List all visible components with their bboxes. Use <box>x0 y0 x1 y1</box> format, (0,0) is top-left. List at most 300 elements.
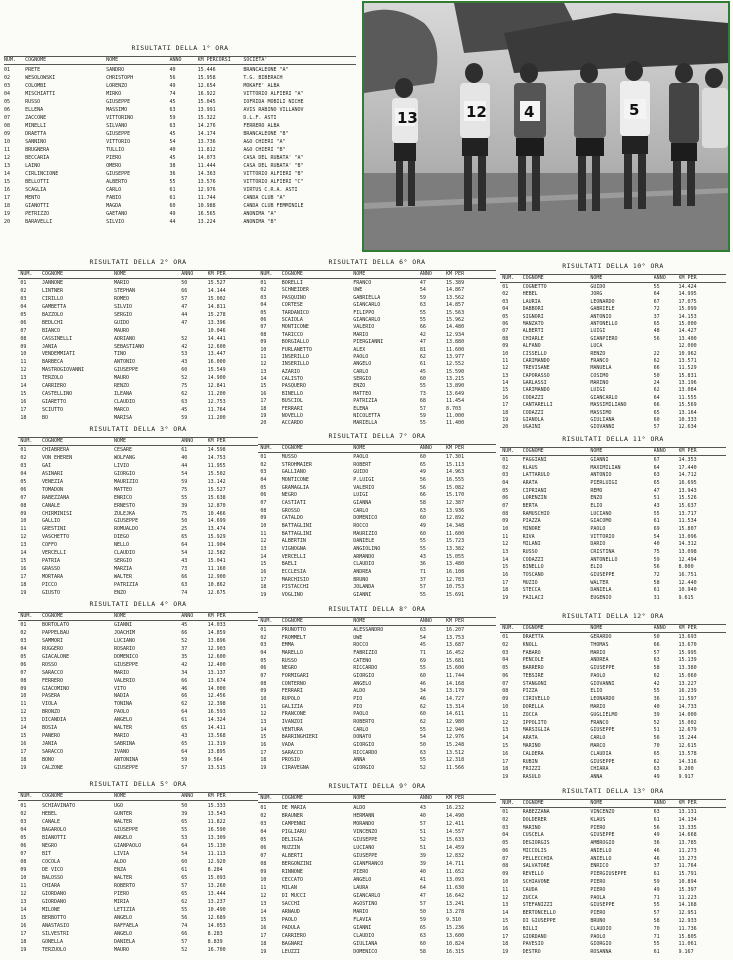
table-cell: 15.139 <box>678 657 697 664</box>
table-cell: ENRICO <box>590 863 609 870</box>
table-cell: JOLANDA <box>353 584 375 591</box>
table-cell: ZACCONE <box>25 115 47 121</box>
table-row <box>500 941 726 949</box>
table-cell: 54 <box>653 533 660 540</box>
table-cell: 74 <box>181 589 188 596</box>
table-cell: WALTER <box>114 819 133 825</box>
table-cell: VITTORINO <box>106 115 134 121</box>
table-row <box>500 673 726 681</box>
table-cell: 07 <box>20 327 27 334</box>
table-cell: 16.207 <box>446 627 465 633</box>
table-cell: ELIO <box>590 503 603 510</box>
table-cell: 50 <box>653 634 660 640</box>
table-row <box>500 902 726 910</box>
table-cell: BAGAROLO <box>42 827 67 833</box>
table-row <box>18 320 258 328</box>
table-cell: 04 <box>20 827 27 833</box>
table-cell: LUIGI <box>590 328 606 335</box>
table-cell: 06 <box>20 319 27 326</box>
table-cell: TINO <box>114 351 127 358</box>
table-row <box>18 582 258 590</box>
table-cell: 14.411 <box>207 725 226 732</box>
table-row <box>18 336 258 344</box>
table-cell: 04 <box>502 657 509 664</box>
table-cell: 15.002 <box>678 719 697 726</box>
table-cell: 54 <box>181 550 188 557</box>
table-row <box>4 106 356 114</box>
table-cell: 06 <box>4 107 11 113</box>
table-cell: 52 <box>181 335 188 342</box>
table-cell: 15.060 <box>678 672 697 679</box>
table-cell: 67 <box>653 457 660 463</box>
table-cell: MUSSO <box>281 454 297 460</box>
table-cell: 57 <box>653 424 660 431</box>
table-row <box>258 420 496 427</box>
table-row <box>500 299 726 306</box>
table-cell: GIUSEPPE <box>114 661 139 668</box>
table-cell: 16 <box>502 925 509 932</box>
table-cell: 06 <box>20 843 27 849</box>
table-cell: 06 <box>260 492 267 499</box>
table-cell: ILEANA <box>114 391 133 398</box>
table-cell: DARIO <box>590 541 606 548</box>
column-header: NOME <box>114 438 127 444</box>
table-cell: PICCO <box>42 581 58 588</box>
table-cell: 64 <box>181 709 188 716</box>
table-cell: CALDERA <box>522 750 544 757</box>
table-cell: BARRERO <box>522 665 544 672</box>
table-row <box>258 635 496 643</box>
table-row <box>500 665 726 673</box>
table-cell: 02 <box>502 641 509 648</box>
table-row <box>500 832 726 840</box>
column-header: NOME <box>114 271 127 277</box>
table-row <box>258 750 496 758</box>
table-cell: IOFRIDA MOBILI NICHE <box>243 99 304 105</box>
table-row <box>18 678 258 686</box>
table-row <box>258 383 496 390</box>
table-cell: ANGELO <box>353 361 372 368</box>
table-cell: 05 <box>20 311 27 318</box>
table-cell: 13.196 <box>678 380 697 387</box>
table-cell: 17 <box>20 574 27 580</box>
table-cell: 14.427 <box>678 328 697 335</box>
table-title: RISULTATI DELLA 5° ORA <box>89 780 187 788</box>
table-cell: NICOLETTA <box>353 413 381 420</box>
column-header: KM PER <box>678 448 697 454</box>
column-header: ANNO <box>169 57 182 63</box>
table-cell: FRANCO <box>353 280 372 286</box>
table-cell: 16 <box>20 923 27 929</box>
table-cell: 10 <box>502 704 509 711</box>
table-cell: 12 <box>20 534 27 541</box>
table-cell: VERCELLI <box>281 553 306 560</box>
table-cell: 57 <box>181 939 188 945</box>
table-cell: 63 <box>419 507 426 514</box>
table-cell: 14.168 <box>446 680 465 687</box>
table-row <box>18 922 258 930</box>
table-cell: DONATO <box>353 734 372 741</box>
table-cell: 11 <box>260 703 267 710</box>
table-row <box>258 500 496 508</box>
table-row <box>500 549 726 557</box>
table-cell: PAOLO <box>353 353 369 360</box>
table-cell: 07 <box>4 115 11 121</box>
table-cell: MORTARA <box>42 574 64 580</box>
table-cell: 55 <box>419 592 426 599</box>
table-row <box>18 471 258 479</box>
column-header: ANNO <box>419 618 432 624</box>
table-row <box>500 766 726 774</box>
table-row <box>4 170 356 178</box>
table-cell: 58 <box>419 500 426 507</box>
table-cell: 05 <box>502 840 509 847</box>
table-cell: 10 <box>260 877 267 883</box>
table-row <box>18 938 258 946</box>
table-cell: 15.244 <box>678 735 697 742</box>
table-cell: ZOCCA <box>522 711 538 718</box>
table-cell: GIUSEPPE <box>106 99 131 105</box>
table-cell: 15.590 <box>446 368 465 375</box>
table-header-row <box>500 274 726 283</box>
table-cell: 04 <box>20 645 27 652</box>
table-row <box>500 503 726 511</box>
table-cell: 11.444 <box>197 163 216 169</box>
table-row <box>18 304 258 312</box>
table-row <box>258 673 496 681</box>
column-header: NUM. <box>260 618 273 624</box>
table-cell: 08 <box>502 863 509 870</box>
table-row <box>500 387 726 394</box>
table-cell: GUGLIELMO <box>590 711 618 718</box>
table-cell: 03 <box>20 462 27 469</box>
table-header-row <box>258 270 496 279</box>
table-cell: 75 <box>181 486 188 493</box>
table-cell: BRUGNERA <box>25 147 50 153</box>
table-title: RISULTATI DELLA 1° ORA <box>131 44 229 52</box>
table-cell: 31 <box>653 595 660 602</box>
table-cell: JANIA <box>42 741 58 748</box>
table-row <box>258 948 496 956</box>
table-cell: 06 <box>260 845 267 851</box>
table-cell: 14.699 <box>207 518 226 525</box>
table-cell: 13.600 <box>446 933 465 939</box>
table-cell: 18 <box>4 203 11 209</box>
table-cell: 17 <box>20 407 27 413</box>
table-row <box>18 351 258 359</box>
column-header: NUM. <box>260 271 273 277</box>
table-row <box>258 719 496 727</box>
table-cell: PATRIZIA <box>353 398 378 405</box>
table-cell: 54 <box>181 851 188 857</box>
table-cell: 41 <box>419 877 426 883</box>
table-row <box>500 284 726 291</box>
table-row <box>258 820 496 828</box>
table-cell: LUCIANO <box>353 845 375 851</box>
table-cell: 66 <box>181 574 188 580</box>
table-row <box>4 138 356 146</box>
table-cell: 49 <box>169 211 176 217</box>
column-header: NUM. <box>502 448 515 454</box>
table-cell: 15.929 <box>207 534 226 541</box>
table-cell: 15.248 <box>446 742 465 749</box>
table-cell: DEGIORGIS <box>522 840 550 847</box>
table-cell: GIUSEPPE <box>590 572 615 579</box>
table-cell: GALIZIA <box>281 703 303 710</box>
table-row <box>258 485 496 493</box>
table-cell: 02 <box>502 291 509 298</box>
table-cell: 14.353 <box>678 457 697 463</box>
table-cell: 13.137 <box>207 669 226 676</box>
column-header: COGNOME <box>42 793 64 799</box>
table-cell: GRAMAGLIA <box>281 484 309 491</box>
table-row <box>18 463 258 471</box>
table-cell: A&O CHIERI "A" <box>243 139 286 145</box>
table-cell: CARLO <box>353 726 369 733</box>
table-cell: 14.857 <box>446 302 465 309</box>
table-cell: 11.764 <box>678 863 697 870</box>
table-cell: 11 <box>260 885 267 891</box>
table-cell: 12 <box>260 361 267 368</box>
table-cell: 42 <box>419 331 426 338</box>
table-cell: 16 <box>502 750 509 757</box>
table-cell: 55 <box>653 902 660 909</box>
column-header: COGNOME <box>42 271 64 277</box>
table-cell: MARIO <box>114 280 130 286</box>
table-cell: MIRKO <box>106 91 122 97</box>
table-cell: 12.980 <box>446 719 465 726</box>
table-cell: RUSSO <box>522 549 538 556</box>
table-cell: BIT <box>42 851 52 857</box>
table-row <box>258 462 496 470</box>
table-header-row <box>18 792 258 801</box>
table-row <box>4 218 356 226</box>
table-cell: 50 <box>181 280 188 286</box>
table-cell: 02 <box>20 629 27 636</box>
table-cell: BORGIALLO <box>281 339 309 346</box>
table-row <box>18 693 258 701</box>
table-cell: LEONARDO <box>590 696 615 703</box>
table-cell: 15.170 <box>446 492 465 499</box>
table-cell: 14.073 <box>197 155 216 161</box>
table-cell: 06 <box>502 847 509 854</box>
table-cell: CIRAVEGNA <box>281 765 309 772</box>
table-cell: 9.615 <box>678 595 694 602</box>
table-cell: MINORE <box>522 526 541 533</box>
table-cell: 59 <box>181 478 188 485</box>
table-row <box>18 518 258 526</box>
table-cell: 66 <box>653 641 660 648</box>
table-cell: GIUSEPPE <box>590 832 615 839</box>
table-cell: 49 <box>419 523 426 530</box>
table-row <box>258 804 496 812</box>
table-cell: 12 <box>260 538 267 545</box>
table-cell: 15.563 <box>446 309 465 316</box>
table-cell: 62 <box>419 703 426 710</box>
table-cell: 13.131 <box>678 809 697 815</box>
table-cell: 12.582 <box>207 550 226 557</box>
table-cell: NELLO <box>114 542 130 549</box>
table-cell: VINCENZO <box>590 809 615 815</box>
table-row <box>258 324 496 331</box>
column-header: ANNO <box>181 793 194 799</box>
table-row <box>18 495 258 503</box>
table-cell: NOVELLO <box>281 413 303 420</box>
table-title: RISULTATI DELLA 12° ORA <box>562 612 664 620</box>
table-cell: ELENA <box>353 405 369 412</box>
table-row <box>500 720 726 728</box>
table-cell: CALISTO <box>281 376 303 383</box>
table-row <box>258 280 496 287</box>
table-cell: 12.615 <box>678 742 697 749</box>
table-cell: 66 <box>419 492 426 499</box>
table-row <box>258 538 496 546</box>
table-cell: 10 <box>20 875 27 881</box>
table-cell: 39 <box>653 711 660 718</box>
table-cell: 15.791 <box>678 871 697 878</box>
table-cell: 07 <box>260 500 267 507</box>
table-cell: 65 <box>181 725 188 732</box>
table-cell: CODAZZI <box>522 556 544 563</box>
table-row <box>500 541 726 549</box>
table-cell: 47 <box>181 319 188 326</box>
table-cell: 59 <box>419 294 426 301</box>
table-cell: 13.227 <box>678 680 697 687</box>
table-row <box>18 765 258 773</box>
table-cell: 56 <box>653 335 660 342</box>
table-cell: CALZONE <box>42 764 64 771</box>
table-cell: CARLO <box>106 187 122 193</box>
table-row <box>258 354 496 361</box>
table-cell: 13.736 <box>197 139 216 145</box>
table-cell: 12.634 <box>678 424 697 431</box>
table-cell: PASERA <box>42 693 61 700</box>
table-cell: 14 <box>20 907 27 913</box>
table-cell: TOMADON <box>42 486 64 493</box>
table-cell: 18 <box>260 941 267 947</box>
table-cell: BRANCALEONE "A" <box>243 67 289 73</box>
table-body <box>500 634 726 782</box>
table-cell: CISSELLO <box>522 350 547 357</box>
table-cell: 72 <box>653 572 660 579</box>
table-cell: CIPRIANI <box>522 487 547 494</box>
table-cell: INSERILLO <box>281 353 309 360</box>
table-cell: MAXIMILIAN <box>590 464 621 471</box>
table-cell: 13.224 <box>197 219 216 225</box>
table-cell: GIULIANA <box>590 417 615 424</box>
table-cell: DABBORI <box>522 306 544 313</box>
table-cell: CIRIVELLO <box>522 696 550 703</box>
table-cell: 36 <box>653 840 660 847</box>
table-cell: 04 <box>20 303 27 310</box>
table-cell: 62 <box>181 701 188 708</box>
column-header: KM PER <box>446 445 465 451</box>
table-cell: 06 <box>502 672 509 679</box>
table-cell: 13.142 <box>207 478 226 485</box>
table-cell: 65 <box>181 875 188 881</box>
table-cell: VITTORIO ALFIERI "A" <box>243 91 304 97</box>
table-cell: 10.824 <box>446 941 465 947</box>
table-cell: 9.200 <box>678 766 694 773</box>
table-cell: 15.502 <box>207 470 226 477</box>
column-header: KM PER <box>207 271 226 277</box>
table-cell: 14.153 <box>678 313 697 320</box>
table-cell: 56 <box>419 477 426 484</box>
table-cell: PELLECCHIA <box>522 855 553 862</box>
table-cell: AVIS RABINO VILLANOV <box>243 107 304 113</box>
table-cell: 64 <box>653 291 660 298</box>
table-cell: 13.400 <box>678 335 697 342</box>
column-header: NUM. <box>260 445 273 451</box>
table-cell: GONELLA <box>42 939 64 945</box>
table-cell: CARLO <box>590 735 606 742</box>
table-cell: GAI <box>42 462 52 469</box>
table-cell: FRANCONE <box>281 711 306 718</box>
table-cell: 08 <box>260 331 267 338</box>
table-cell: CONTERNO <box>281 680 306 687</box>
table-cell: 04 <box>260 829 267 835</box>
table-row <box>258 295 496 302</box>
table-cell: 12 <box>502 365 509 372</box>
table-cell: 08 <box>502 335 509 342</box>
table-cell: BRUNO <box>590 917 606 924</box>
table-cell: ANNA <box>590 774 603 781</box>
table-cell: LIVIA <box>114 851 130 857</box>
table-cell: 17 <box>502 402 509 409</box>
table-cell: 37 <box>181 645 188 652</box>
column-header: COGNOME <box>281 271 303 277</box>
table-cell: 52 <box>181 375 188 382</box>
table-cell: GRASSO <box>42 566 61 573</box>
table-cell: 11.000 <box>446 413 465 420</box>
table-row <box>18 526 258 534</box>
column-header: COGNOME <box>42 613 64 619</box>
table-row <box>18 818 258 826</box>
table-cell: RABEZZANA <box>522 809 550 815</box>
table-cell: DIEGO <box>114 534 130 541</box>
table-cell: ALESSANDRO <box>353 627 384 633</box>
table-cell: MARISA <box>114 414 133 421</box>
table-cell: 55 <box>181 907 188 913</box>
column-header: NOME <box>353 271 366 277</box>
table-cell: VINCENZO <box>353 829 378 835</box>
table-cell: 14.424 <box>678 284 697 290</box>
table-cell: 60 <box>419 454 426 460</box>
table-cell: MOKAFE' ALBA <box>243 83 280 89</box>
table-cell: 12.689 <box>207 915 226 921</box>
table-cell: 59 <box>181 756 188 763</box>
table-cell: 64 <box>181 542 188 549</box>
table-cell: BARRINGHIERI <box>281 734 318 741</box>
table-row <box>4 154 356 162</box>
table-cell: 11.534 <box>678 518 697 525</box>
table-cell: 01 <box>260 280 267 286</box>
table-cell: MARIO <box>590 649 606 656</box>
table-cell: BILLI <box>522 925 538 932</box>
table-cell: SCAGLIA <box>25 187 47 193</box>
table-cell: 44 <box>181 311 188 318</box>
table-row <box>18 654 258 662</box>
table-cell: DOMENICO <box>114 653 139 660</box>
table-row <box>500 314 726 321</box>
table-cell: MARINO <box>522 824 541 831</box>
table-cell: 11 <box>502 357 509 364</box>
bib-4: 4 <box>524 103 535 121</box>
table-cell: 12.753 <box>207 399 226 406</box>
table-cell: 55 <box>419 757 426 764</box>
table-cell: 05 <box>502 487 509 494</box>
table-cell: WALTER <box>114 725 133 732</box>
